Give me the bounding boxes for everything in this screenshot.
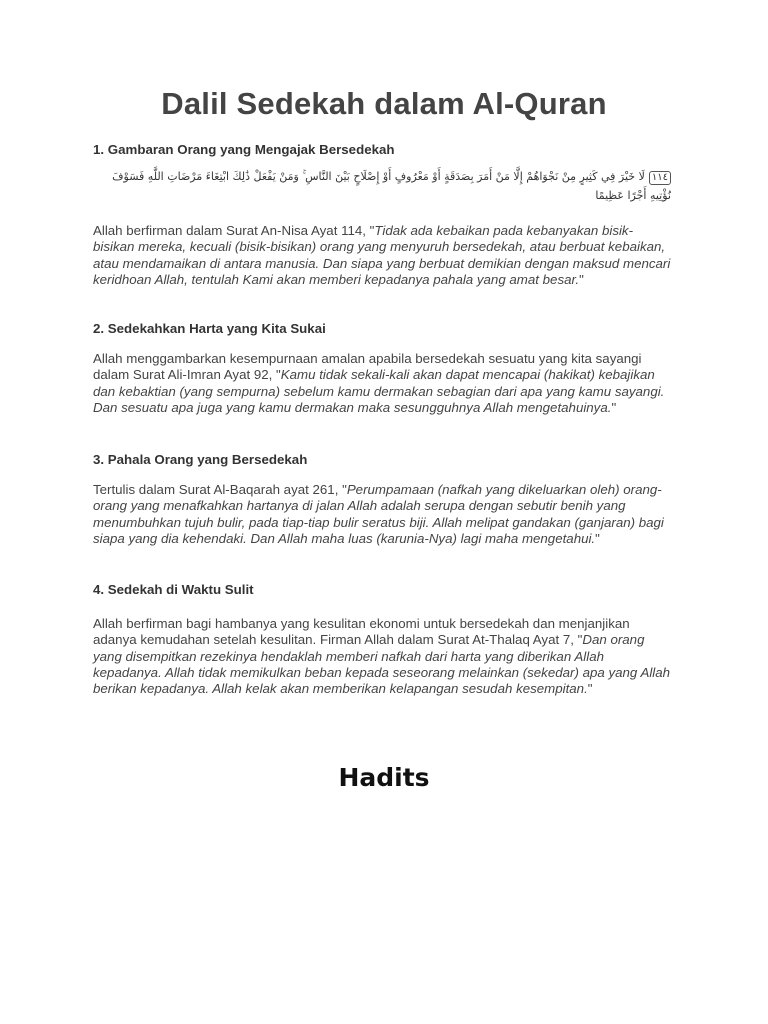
section-4 xyxy=(93,582,673,697)
section-2-intro: Allah menggambarkan kesempurnaan amalan apabila bersedekah sesuatu yang kita sayangi dalam Surat Ali-Imran Ayat 92, " xyxy=(93,351,642,383)
arabic-verse-text: لَا خَيْرَ فِي كَثِيرٍ مِنْ نَجْوَاهُمْ إِلَّا مَنْ أَمَرَ بِصَدَقَةٍ أَوْ مَعْرُوفٍ أَوْ إِصْلَاحٍ بَيْنَ النَّاسِ ۚ وَمَنْ يَفْعَلْ ذَٰلِكَ ابْتِغَاءَ مَرْضَاتِ اللَّهِ فَسَوْفَ نُؤْتِيهِ أَجْرًا عَظِيمًا xyxy=(112,170,671,202)
section-4-intro: Allah berfirman bagi hambanya yang kesulitan ekonomi untuk bersedekah dan menjanjikan adanya kemudahan setelah kesulitan. Firman Allah dalam Surat At-Thalaq Ayat 7, " xyxy=(93,616,630,648)
section-3 xyxy=(93,452,673,547)
section-1-paragraph xyxy=(93,223,673,288)
section-1-close: " xyxy=(579,271,584,287)
hadits-heading: Hadits xyxy=(338,763,430,792)
section-4-paragraph xyxy=(93,616,673,697)
section-3-close: " xyxy=(595,530,600,546)
section-3-intro: Tertulis dalam Surat Al-Baqarah ayat 261, " xyxy=(93,482,347,497)
section-4-quote: Dan orang yang disempitkan rezekinya hendaklah memberi nafkah dari harta yang diberikan Allah kepadanya. Allah tidak memikulkan beban kepada seseorang melainkan (sekedar) apa yang Allah berikan kepadanya. Allah kelak akan memberikan kelapangan sesudah kesempitan. xyxy=(93,632,671,697)
section-1-heading: 1. Gambaran Orang yang Mengajak Bersedekah xyxy=(93,142,395,157)
section-1-quote: Tidak ada kebaikan pada kebanyakan bisik-bisikan mereka, kecuali (bisik-bisikan) orang yang menyuruh bersedekah, atau berbuat kebaikan, atau mendamaikan di antara manusia. Dan siapa yang berbuat demikian dengan maksud mencari keridhoan Allah, tentulah Kami akan memberi kepadanya pahala yang amat besar. xyxy=(93,223,671,287)
section-2-heading: 2. Sedekahkan Harta yang Kita Sukai xyxy=(93,321,326,336)
section-2-paragraph xyxy=(93,351,673,416)
ayah-number-mark: ١١٤ xyxy=(649,171,671,185)
section-4-heading: 4. Sedekah di Waktu Sulit xyxy=(93,582,254,597)
section-1-intro: Allah berfirman dalam Surat An-Nisa Ayat 114, " xyxy=(93,223,375,238)
section-3-quote: Perumpamaan (nafkah yang dikeluarkan oleh) orang-orang yang menafkahkan hartanya di jalan Allah adalah serupa dengan sebutir benih yang menumbuhkan tujuh bulir, pada tiap-tiap bulir seratus biji. Allah melipat gandakan (ganjaran) bagi siapa yang dia kehendaki. Dan Allah maha luas (karunia-Nya) lagi maha mengetahui. xyxy=(93,482,664,546)
arabic-verse xyxy=(93,167,671,205)
section-4-close: " xyxy=(587,681,593,697)
section-2-quote: Kamu tidak sekali-kali akan dapat mencapai (hakikat) kebajikan dan kebaktian (yang sempurna) sebelum kamu dermakan sebagian dari apa yang kamu sayangi. Dan sesuatu apa juga yang kamu dermakan maka sesungguhnya Allah mengetahuinya. xyxy=(93,367,665,415)
section-1 xyxy=(93,142,673,288)
section-3-heading: 3. Pahala Orang yang Bersedekah xyxy=(93,452,308,467)
document-title: Dalil Sedekah dalam Al-Quran xyxy=(161,86,607,121)
section-2 xyxy=(93,321,673,416)
section-2-close: " xyxy=(611,399,617,415)
section-3-paragraph xyxy=(93,482,673,547)
